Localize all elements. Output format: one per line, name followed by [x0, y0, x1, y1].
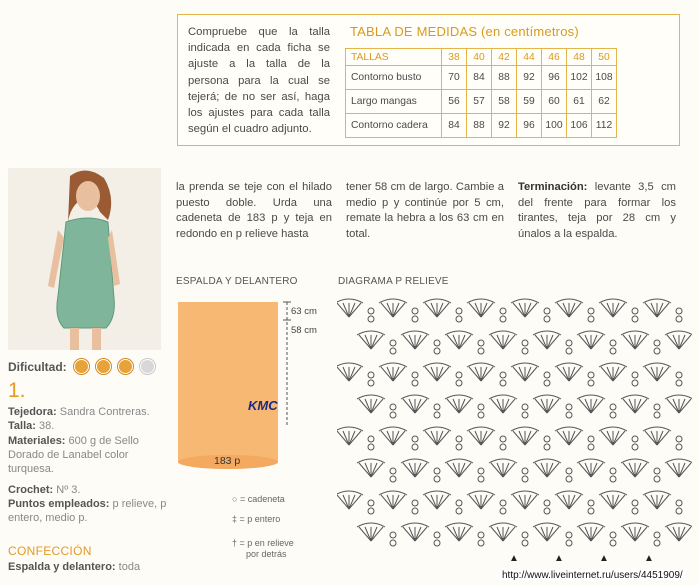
espalda-value: toda	[115, 561, 141, 573]
chain-stitch	[522, 412, 528, 418]
shell-stitch	[357, 523, 385, 541]
difficulty-label: Dificultad:	[8, 360, 67, 374]
chain-stitch	[412, 372, 418, 378]
size-cell: 40	[467, 49, 492, 66]
chain-stitch	[390, 340, 396, 346]
table-cell: 88	[492, 66, 517, 90]
tejedora-value: Sandra Contreras.	[56, 406, 150, 418]
chain-stitch	[544, 444, 550, 450]
chain-stitch	[610, 532, 616, 538]
chain-stitch	[676, 308, 682, 314]
chain-stitch	[390, 476, 396, 482]
shell-stitch	[599, 363, 627, 381]
table-cell: 58	[492, 90, 517, 114]
chain-stitch	[676, 380, 682, 386]
post-stitch-icon: †	[232, 538, 240, 548]
chain-stitch	[434, 412, 440, 418]
chain-stitch	[566, 340, 572, 346]
difficulty-level-icon	[74, 359, 89, 374]
shell-stitch	[665, 331, 692, 349]
chain-stitch	[478, 468, 484, 474]
schematic-title: ESPALDA Y DELANTERO	[176, 276, 298, 287]
table-cell: 60	[542, 90, 567, 114]
table-cell: 61	[567, 90, 592, 114]
chain-stitch	[632, 444, 638, 450]
chain-stitch	[566, 348, 572, 354]
chain-stitch	[500, 500, 506, 506]
shell-stitch	[445, 395, 473, 413]
chain-stitch	[566, 468, 572, 474]
size-cell: 50	[592, 49, 617, 66]
materiales-label: Materiales:	[8, 435, 66, 447]
chain-stitch	[632, 500, 638, 506]
chain-stitch	[412, 380, 418, 386]
pattern-number: 1.	[8, 379, 26, 402]
tejedora-label: Tejedora:	[8, 406, 57, 418]
shell-stitch	[445, 459, 473, 477]
table-cell: 92	[492, 114, 517, 138]
table-cell: 102	[567, 66, 592, 90]
chain-stitch	[654, 412, 660, 418]
chain-stitch	[588, 436, 594, 442]
table-cell: 84	[467, 66, 492, 90]
shell-stitch	[401, 459, 429, 477]
shell-stitch	[357, 331, 385, 349]
shell-stitch	[665, 523, 692, 541]
tejedora-line	[8, 405, 168, 419]
kmc-mark: KMC	[248, 398, 278, 413]
table-header-label: TALLAS	[346, 49, 442, 66]
shell-stitch	[665, 459, 692, 477]
shell-stitch	[599, 491, 627, 509]
chain-stitch	[390, 348, 396, 354]
chain-stitch	[610, 476, 616, 482]
chain-stitch	[544, 308, 550, 314]
chain-stitch	[434, 468, 440, 474]
legend-relieve-text: = p en relieve	[239, 538, 294, 548]
shell-stitch	[357, 459, 385, 477]
legend-relieve-line2: por detrás	[246, 549, 287, 559]
chain-stitch	[368, 500, 374, 506]
chain-stitch	[588, 316, 594, 322]
shell-stitch	[467, 363, 495, 381]
shell-stitch	[379, 299, 407, 317]
chain-stitch	[544, 436, 550, 442]
chain-stitch	[412, 500, 418, 506]
chain-stitch	[478, 540, 484, 546]
instructions-column-1: la prenda se teje con el hilado puesto doble. Urda una cadeneta de 183 p y teja en redondo en p relieve hasta	[176, 181, 332, 240]
chain-stitch	[500, 436, 506, 442]
garment-schematic	[170, 296, 335, 476]
legend-item-relieve	[232, 538, 294, 549]
shell-stitch	[643, 491, 671, 509]
chain-stitch	[544, 508, 550, 514]
shell-stitch	[423, 427, 451, 445]
shell-stitch	[337, 299, 363, 317]
table-cell: 92	[517, 66, 542, 90]
measurements-table-title: TABLA DE MEDIDAS (en centímetros)	[350, 24, 579, 39]
talla-value: 38.	[35, 420, 55, 432]
shell-stitch	[379, 491, 407, 509]
height-total-label: 63 cm	[291, 306, 317, 317]
size-cell: 42	[492, 49, 517, 66]
puntos-value: p relieve, p entero, medio p.	[8, 498, 167, 524]
arrow-marker: ▲	[509, 553, 519, 563]
shell-stitch	[577, 459, 605, 477]
table-cell: 106	[567, 114, 592, 138]
table-cell: 96	[517, 114, 542, 138]
chain-stitch	[544, 380, 550, 386]
chain-stitch	[478, 476, 484, 482]
chain-stitch	[676, 316, 682, 322]
shell-stitch	[467, 299, 495, 317]
chain-stitch	[456, 436, 462, 442]
chain-stitch	[588, 308, 594, 314]
measurements-intro: Compruebe que la talla indicada en cada ficha se ajuste a la talla de la persona para la cual se tejerá; de no ser así, haga los ajustes para cada talla según el cuadro adjunto.	[188, 26, 330, 136]
crochet-line	[8, 483, 168, 497]
espalda-line	[8, 560, 168, 574]
chain-stitch	[632, 380, 638, 386]
chain-stitch	[456, 380, 462, 386]
chain-stitch	[500, 508, 506, 514]
chain-stitch	[368, 372, 374, 378]
shell-stitch	[337, 363, 363, 381]
size-cell: 46	[542, 49, 567, 66]
chain-stitch	[368, 436, 374, 442]
chain-stitch	[390, 404, 396, 410]
row-label: Largo mangas	[346, 90, 442, 114]
chain-stitch	[610, 540, 616, 546]
chain-stitch	[566, 476, 572, 482]
chain-stitch	[676, 508, 682, 514]
legend-item-cadeneta	[232, 494, 294, 505]
chain-stitch	[654, 476, 660, 482]
chain-stitch	[500, 444, 506, 450]
chain-stitch	[632, 316, 638, 322]
talla-line	[8, 419, 168, 433]
shell-stitch	[445, 331, 473, 349]
legend-entero-text: = p entero	[239, 514, 281, 524]
chain-stitch	[654, 540, 660, 546]
chain-stitch	[610, 340, 616, 346]
chain-stitch	[544, 316, 550, 322]
terminacion-text: levante 3,5 cm del frente para formar los tirantes, teja por 28 cm y únalos a la espalda.	[518, 181, 676, 240]
talla-label: Talla:	[8, 420, 36, 432]
chain-stitch	[412, 308, 418, 314]
chain-stitch	[588, 444, 594, 450]
chain-stitch	[368, 316, 374, 322]
chain-stitch	[588, 380, 594, 386]
shell-stitch	[643, 363, 671, 381]
shell-stitch	[489, 459, 517, 477]
chain-stitch	[544, 372, 550, 378]
table-row	[346, 114, 617, 138]
difficulty-level-icon	[140, 359, 155, 374]
size-cell: 48	[567, 49, 592, 66]
chain-stitch	[676, 436, 682, 442]
shell-stitch	[379, 427, 407, 445]
chain-stitch	[434, 532, 440, 538]
chain-stitch	[500, 372, 506, 378]
chain-stitch	[412, 444, 418, 450]
table-cell: 88	[467, 114, 492, 138]
chain-stitch	[566, 532, 572, 538]
shell-stitch	[489, 395, 517, 413]
chain-stitch	[390, 468, 396, 474]
table-cell: 108	[592, 66, 617, 90]
shell-stitch	[621, 459, 649, 477]
chain-stitch	[522, 532, 528, 538]
chain-stitch	[390, 532, 396, 538]
chain-stitch	[588, 372, 594, 378]
chain-stitch	[676, 500, 682, 506]
chain-stitch	[522, 340, 528, 346]
chain-stitch	[456, 500, 462, 506]
puntos-label: Puntos empleados:	[8, 498, 110, 510]
shell-stitch	[379, 363, 407, 381]
chain-stitch	[456, 372, 462, 378]
materiales-line	[8, 434, 168, 476]
shell-stitch	[577, 395, 605, 413]
stitch-diagram-title: DIAGRAMA P RELIEVE	[338, 276, 449, 287]
shell-stitch	[489, 523, 517, 541]
shell-stitch	[599, 427, 627, 445]
height-body-label: 58 cm	[291, 325, 317, 336]
size-cell: 44	[517, 49, 542, 66]
table-cell: 62	[592, 90, 617, 114]
chain-stitch	[610, 348, 616, 354]
chain-stitch	[610, 412, 616, 418]
model-photo	[8, 168, 161, 350]
shell-stitch	[401, 331, 429, 349]
shell-stitch	[337, 427, 363, 445]
chain-stitch	[654, 348, 660, 354]
table-cell: 56	[442, 90, 467, 114]
shell-stitch	[511, 491, 539, 509]
chain-stitch	[478, 348, 484, 354]
shell-stitch	[621, 395, 649, 413]
chain-stitch	[390, 412, 396, 418]
crochet-label: Crochet:	[8, 484, 54, 496]
shell-stitch	[401, 395, 429, 413]
chain-stitch	[654, 532, 660, 538]
chain-stitch	[434, 476, 440, 482]
difficulty-level-icon	[96, 359, 111, 374]
arrow-marker: ▲	[644, 553, 654, 563]
chain-stitch	[478, 404, 484, 410]
chain-stitch	[610, 468, 616, 474]
row-label: Contorno cadera	[346, 114, 442, 138]
chain-stitch	[434, 340, 440, 346]
chain-stitch	[368, 308, 374, 314]
table-cell: 100	[542, 114, 567, 138]
dress-illustration	[8, 168, 161, 350]
table-cell: 59	[517, 90, 542, 114]
size-cell: 38	[442, 49, 467, 66]
double-crochet-icon: ‡	[232, 514, 240, 524]
shell-stitch	[533, 331, 561, 349]
chain-stitch	[522, 404, 528, 410]
chain-icon: ○	[232, 494, 240, 504]
chain-stitch	[654, 404, 660, 410]
shell-stitch	[533, 395, 561, 413]
confeccion-heading: CONFECCIÓN	[8, 544, 92, 558]
chain-stitch	[654, 340, 660, 346]
garment-panel	[178, 302, 278, 462]
arrow-marker: ▲	[554, 553, 564, 563]
chain-stitch	[390, 540, 396, 546]
chain-stitch	[566, 540, 572, 546]
width-label: 183 p	[214, 455, 241, 467]
chain-stitch	[500, 308, 506, 314]
crochet-value: Nº 3.	[53, 484, 81, 496]
legend-item-entero	[232, 514, 294, 525]
chain-stitch	[500, 380, 506, 386]
chain-stitch	[676, 444, 682, 450]
chain-stitch	[522, 468, 528, 474]
chain-stitch	[544, 500, 550, 506]
chain-stitch	[632, 372, 638, 378]
stitch-diagram	[337, 283, 692, 563]
shell-stitch	[423, 491, 451, 509]
puntos-line	[8, 497, 168, 525]
shell-stitch	[489, 331, 517, 349]
table-cell: 112	[592, 114, 617, 138]
difficulty-level-icon	[118, 359, 133, 374]
shell-stitch	[511, 299, 539, 317]
chain-stitch	[412, 316, 418, 322]
chain-stitch	[368, 444, 374, 450]
terminacion-label: Terminación:	[518, 181, 588, 193]
shell-stitch	[643, 427, 671, 445]
shell-stitch	[467, 491, 495, 509]
chain-stitch	[456, 308, 462, 314]
chain-stitch	[676, 372, 682, 378]
chain-stitch	[566, 412, 572, 418]
chain-stitch	[588, 508, 594, 514]
chain-stitch	[522, 540, 528, 546]
shell-stitch	[643, 299, 671, 317]
shell-stitch	[337, 491, 363, 509]
shell-stitch	[555, 491, 583, 509]
chain-stitch	[368, 380, 374, 386]
chain-stitch	[478, 532, 484, 538]
materiales-value: 600 g de Sello Dorado de Lanabel color turquesa.	[8, 435, 139, 475]
table-cell: 70	[442, 66, 467, 90]
chain-stitch	[368, 508, 374, 514]
instructions-column-2: tener 58 cm de largo. Cambie a medio p y continúe por 5 cm, remate la hebra a los 63 cm en total.	[346, 181, 504, 240]
shell-stitch	[599, 299, 627, 317]
chain-stitch	[566, 404, 572, 410]
chain-stitch	[456, 508, 462, 514]
shell-stitch	[423, 363, 451, 381]
measurements-table	[345, 48, 617, 138]
shell-stitch	[423, 299, 451, 317]
chain-stitch	[522, 476, 528, 482]
table-row	[346, 66, 617, 90]
shell-stitch	[511, 427, 539, 445]
shell-stitch	[555, 427, 583, 445]
shell-stitch	[357, 395, 385, 413]
shell-stitch	[577, 331, 605, 349]
chain-stitch	[500, 316, 506, 322]
chain-stitch	[456, 444, 462, 450]
shell-stitch	[555, 299, 583, 317]
chain-stitch	[434, 348, 440, 354]
chain-stitch	[434, 540, 440, 546]
chain-stitch	[412, 436, 418, 442]
table-header-row	[346, 49, 617, 66]
stitch-legend	[232, 494, 294, 560]
chain-stitch	[522, 348, 528, 354]
shell-stitch	[445, 523, 473, 541]
table-row	[346, 90, 617, 114]
shell-stitch	[665, 395, 692, 413]
shell-stitch	[621, 523, 649, 541]
table-cell: 84	[442, 114, 467, 138]
chain-stitch	[588, 500, 594, 506]
chain-stitch	[610, 404, 616, 410]
chain-stitch	[456, 316, 462, 322]
instructions-column-3	[518, 180, 676, 242]
table-cell: 96	[542, 66, 567, 90]
shell-stitch	[555, 363, 583, 381]
chain-stitch	[632, 308, 638, 314]
shell-stitch	[621, 331, 649, 349]
chain-stitch	[632, 436, 638, 442]
legend-cadeneta-text: = cadeneta	[239, 494, 285, 504]
source-watermark: http://www.liveinternet.ru/users/4451909/	[502, 570, 683, 581]
shell-stitch	[401, 523, 429, 541]
shell-stitch	[533, 459, 561, 477]
espalda-label: Espalda y delantero:	[8, 561, 116, 573]
shell-stitch	[577, 523, 605, 541]
chain-stitch	[478, 412, 484, 418]
shell-stitch	[511, 363, 539, 381]
shell-stitch	[467, 427, 495, 445]
chain-stitch	[412, 508, 418, 514]
chain-stitch	[434, 404, 440, 410]
chain-stitch	[478, 340, 484, 346]
chain-stitch	[632, 508, 638, 514]
chain-stitch	[654, 468, 660, 474]
shell-stitch	[533, 523, 561, 541]
table-cell: 57	[467, 90, 492, 114]
arrow-marker: ▲	[599, 553, 609, 563]
row-label: Contorno busto	[346, 66, 442, 90]
